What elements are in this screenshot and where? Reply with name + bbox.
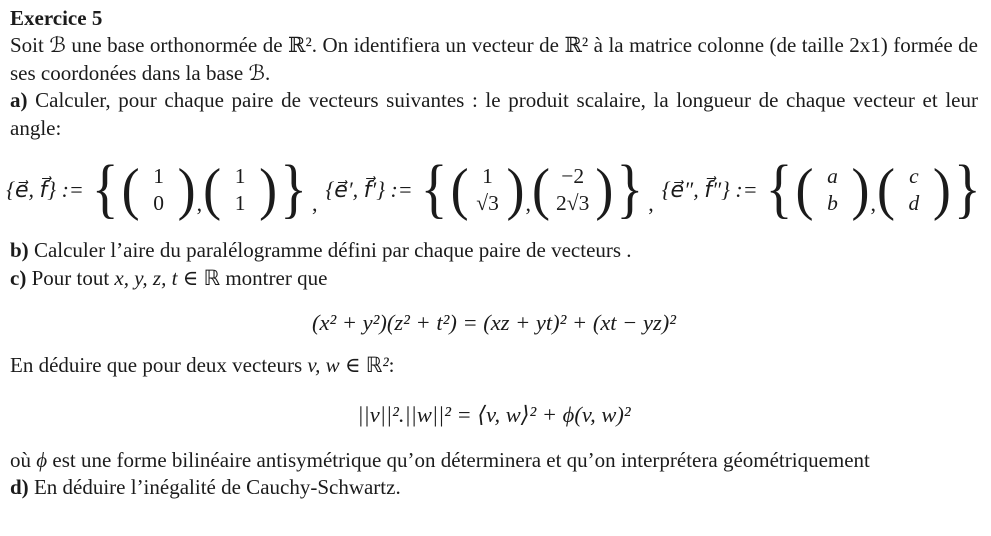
open-paren: ( <box>876 156 895 222</box>
part-b-label: b) <box>10 238 29 262</box>
column-vector: ( 1 0 ) <box>121 156 196 222</box>
open-brace: { <box>91 152 119 226</box>
deduce-line: En déduire que pour deux vecteurs v, w ∈ ℝ²: <box>10 352 395 377</box>
pair-eprime-lhs: {e⃗′, f⃗′} := <box>325 176 413 202</box>
identity-equation: (x² + y²)(z² + t²) = (xz + yt)² + (xt − yz)² <box>312 310 676 335</box>
column-vector: ( a b ) <box>795 156 870 222</box>
pair-ef-lhs: {e⃗, f⃗} := <box>6 176 84 202</box>
comma: , <box>525 190 532 216</box>
pair-separator: , <box>311 190 318 216</box>
part-b-text: b) Calculer l’aire du paralélogramme défini par chaque paire de vecteurs . <box>10 238 632 262</box>
vector-pair-eprime-fprime <box>323 152 646 226</box>
comma: , <box>196 190 203 216</box>
close-brace: } <box>616 152 644 226</box>
pair-edblprime-lhs: {e⃗″, f⃗″} := <box>661 176 758 202</box>
phi-line: où ϕ est une forme bilinéaire antisymétrique qu’on déterminera et qu’on interprétera géométriquement <box>10 447 870 472</box>
column-vector: ( −2 2√3 ) <box>532 156 614 222</box>
norm-equation: ||v||².||w||² = ⟨v, w⟩² + ϕ(v, w)² <box>357 402 631 427</box>
intro-paragraph: Soit ℬ une base orthonormée de ℝ². On identifiera un vecteur de ℝ² à la matrice colonne (de taille 2x1) formée de ses coordonées dans la base ℬ. <box>10 33 978 85</box>
deduce-math: v, w ∈ ℝ² <box>307 352 389 377</box>
close-paren: ) <box>506 156 525 222</box>
open-brace: { <box>420 152 448 226</box>
close-paren: ) <box>851 156 870 222</box>
close-brace: } <box>280 152 307 226</box>
close-paren: ) <box>177 156 196 222</box>
exercise-title: Exercice 5 <box>10 6 103 30</box>
open-paren: ( <box>121 156 140 222</box>
column-vector: ( 1 √3 ) <box>450 156 525 222</box>
column-vector: ( 1 1 ) <box>203 156 278 222</box>
vector-pair-ef <box>4 152 310 226</box>
part-a-label: a) <box>10 88 28 112</box>
phi-symbol: ϕ <box>36 447 48 472</box>
open-brace: { <box>765 152 793 226</box>
vector-pair-edblprime-fdblprime <box>660 152 984 226</box>
part-d-label: d) <box>10 475 29 499</box>
close-paren: ) <box>932 156 951 222</box>
open-paren: ( <box>532 156 551 222</box>
part-c-label: c) <box>10 265 27 290</box>
close-paren: ) <box>259 156 278 222</box>
close-brace: } <box>953 152 981 226</box>
part-d-text: d) En déduire l’inégalité de Cauchy-Schwartz. <box>10 475 401 499</box>
part-c-math: x, y, z, t ∈ ℝ <box>114 265 221 290</box>
column-vector: ( c d ) <box>876 156 951 222</box>
open-paren: ( <box>795 156 814 222</box>
open-paren: ( <box>203 156 222 222</box>
open-paren: ( <box>450 156 469 222</box>
comma: , <box>870 190 876 216</box>
vector-pairs-formula <box>6 142 981 237</box>
close-paren: ) <box>595 156 614 222</box>
part-a-text: a) Calculer, pour chaque paire de vecteurs suivantes : le produit scalaire, la longueur de chaque vecteur et leur angle: <box>10 88 978 140</box>
pair-separator: , <box>648 190 654 216</box>
part-c-text: c) Pour tout x, y, z, t ∈ ℝ montrer que <box>10 265 328 290</box>
